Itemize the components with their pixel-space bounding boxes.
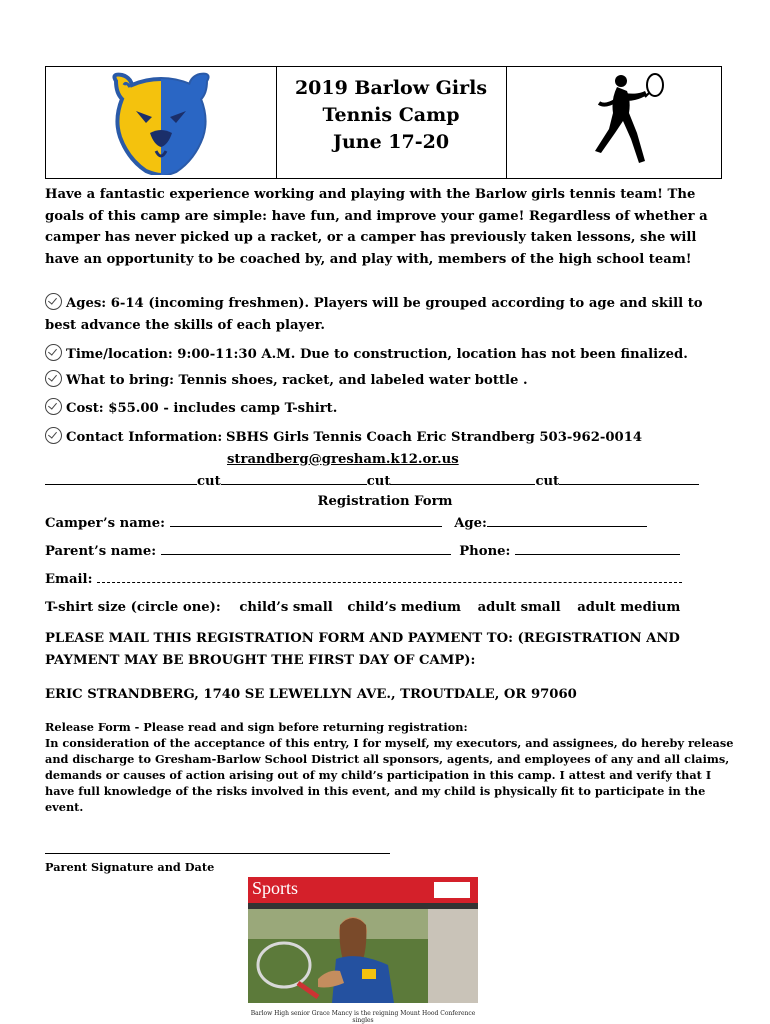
title-line-3: June 17-20 — [332, 131, 450, 153]
email-field[interactable] — [97, 572, 682, 583]
cost-item — [45, 398, 725, 420]
camper-label: Camper’s name: — [45, 516, 165, 531]
release-body: In consideration of the acceptance of this entry, I for myself, my executors, and assignees, do hereby release and discharge to Gresham-Barlow School District all sponsors, agents, and employees of any and all claims, demands or causes of action arising out of my child’s participation in this camp. I attest and verify that I have full knowledge of the risks involved in this event, and my child is physically fit to participate in the event. — [45, 736, 734, 814]
ages-item — [45, 293, 725, 336]
cost-text: Cost: $55.00 - includes camp T-shirt. — [66, 401, 338, 416]
tshirt-option[interactable]: child’s small — [239, 600, 333, 615]
bring-item — [45, 370, 725, 392]
signature-line[interactable] — [45, 853, 390, 854]
tshirt-option[interactable]: child’s medium — [347, 600, 461, 615]
registration-form-title: Registration Form — [317, 494, 453, 509]
signature-label: Parent Signature and Date — [45, 860, 215, 874]
mail-notice: PLEASE MAIL THIS REGISTRATION FORM AND PAYMENT TO: (REGISTRATION AND PAYMENT MAY BE BROUGHT THE FIRST DAY OF CAMP): — [45, 631, 680, 668]
mailing-address: ERIC STRANDBERG, 1740 SE LEWELLYN AVE., TROUTDALE, OR 97060 — [45, 687, 577, 702]
tennis-player-icon — [581, 73, 671, 173]
title-line-2: Tennis Camp — [322, 104, 460, 126]
bring-text: What to bring: Tennis shoes, racket, and labeled water bottle . — [66, 373, 528, 388]
contact-value: SBHS Girls Tennis Coach Eric Strandberg 503-962-0014 — [226, 430, 643, 445]
cut-label: cut — [197, 474, 221, 489]
camp-title — [276, 75, 506, 156]
check-icon — [45, 293, 62, 310]
camper-name-field[interactable] — [170, 516, 442, 527]
age-label: Age: — [454, 516, 487, 531]
title-line-1: 2019 Barlow Girls — [294, 77, 488, 99]
newspaper-masthead-bar — [248, 877, 478, 903]
email-row — [45, 572, 682, 587]
tshirt-option[interactable]: adult medium — [577, 600, 681, 615]
age-field[interactable] — [487, 516, 647, 527]
tennis-photo — [248, 909, 478, 1003]
bear-logo-icon — [106, 71, 216, 175]
contact-email-link[interactable]: strandberg@gresham.k12.or.us — [227, 451, 459, 467]
phone-field[interactable] — [515, 544, 680, 555]
check-icon — [45, 427, 62, 444]
camper-row — [45, 516, 647, 531]
ages-text: Ages: 6-14 (incoming freshmen). Players will be grouped according to age and skill to best advance the skills of each player. — [45, 296, 703, 333]
phone-label: Phone: — [459, 544, 511, 559]
parent-row — [45, 544, 680, 559]
contact-label: Contact Information: — [66, 430, 223, 445]
newspaper-masthead: Sports — [252, 878, 299, 898]
newspaper-caption: Barlow High senior Grace Mancy is the reigning Mount Hood Conference singles — [250, 1010, 476, 1024]
contact-item — [45, 427, 725, 470]
release-heading: Release Form - Please read and sign before returning registration: — [45, 720, 468, 734]
cut-line — [45, 474, 725, 489]
parent-label: Parent’s name: — [45, 544, 157, 559]
check-icon — [45, 344, 62, 361]
time-text: Time/location: 9:00-11:30 A.M. Due to construction, location has not been finalized. — [66, 347, 688, 362]
newspaper-logo — [434, 882, 470, 898]
cut-label: cut — [535, 474, 560, 489]
tshirt-row — [45, 600, 680, 615]
time-item — [45, 344, 725, 366]
check-icon — [45, 370, 62, 387]
tshirt-option[interactable]: adult small — [477, 600, 561, 615]
header-box — [45, 66, 722, 179]
tshirt-label: T-shirt size (circle one): — [45, 600, 221, 615]
cut-label: cut — [366, 474, 391, 489]
check-icon — [45, 398, 62, 415]
email-label: Email: — [45, 572, 93, 587]
newspaper-clipping — [248, 877, 478, 1003]
parent-name-field[interactable] — [161, 544, 451, 555]
header-divider — [506, 67, 507, 178]
intro-paragraph: Have a fantastic experience working and playing with the Barlow girls tennis team! The goals of this camp are simple: have fun, and improve your game! Regardless of whether a camper has never picked up a racket, or a camper has previously taken lessons, she will have an opportunity to be coached by, and play with, members of the high school team! — [45, 187, 708, 267]
